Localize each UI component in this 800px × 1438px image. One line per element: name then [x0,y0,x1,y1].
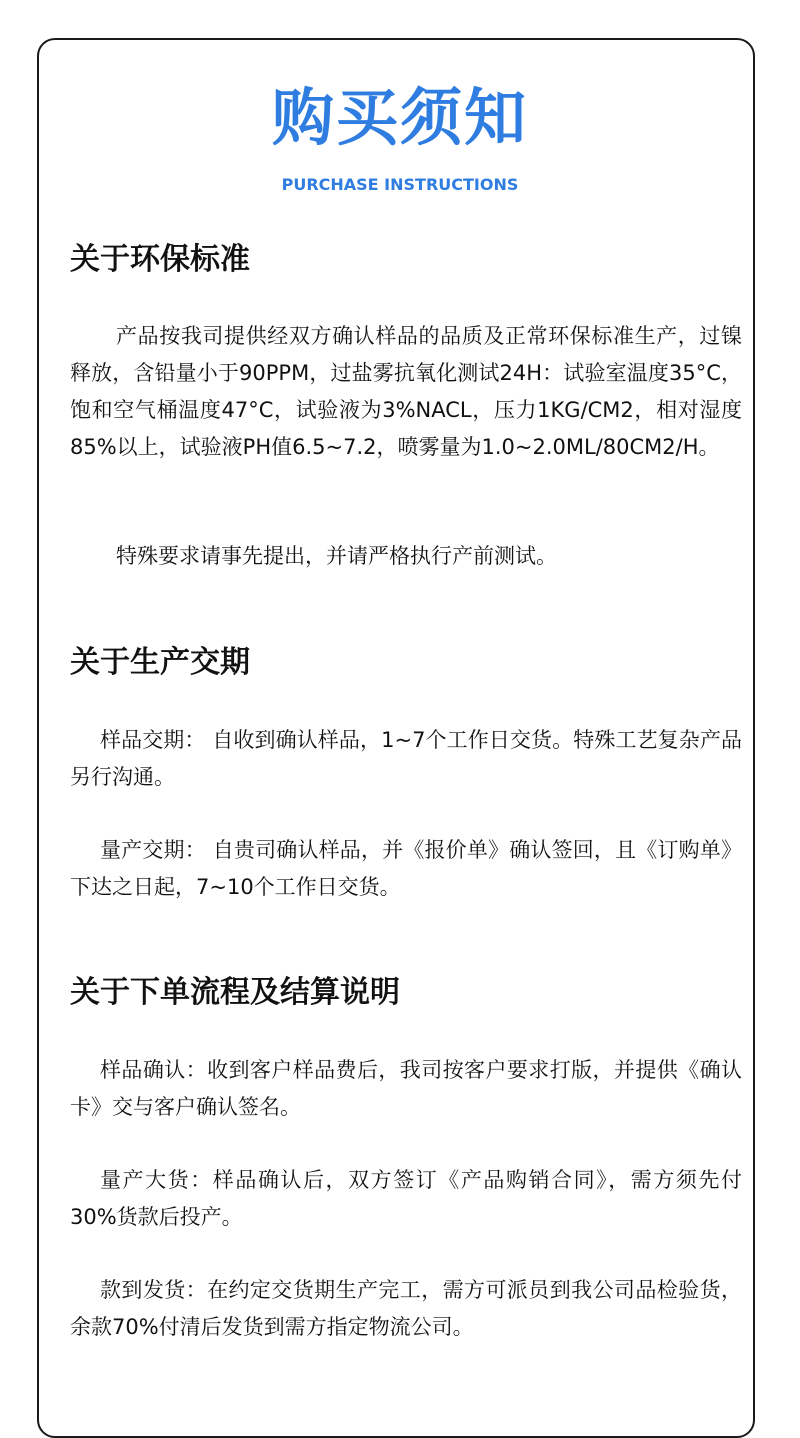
page-subtitle: PURCHASE INSTRUCTIONS [281,175,519,194]
section-heading-order-process: 关于下单流程及结算说明 [70,975,400,1010]
sample-lead-time-paragraph: 样品交期： 自收到确认样品，1~7个工作日交货。特殊工艺复杂产品另行沟通。 [70,728,742,789]
special-requirements-paragraph: 特殊要求请事先提出，并请严格执行产前测试。 [116,544,557,568]
section-heading-environmental: 关于环保标准 [70,242,250,277]
section-heading-lead-time: 关于生产交期 [70,645,250,680]
mass-production-paragraph: 量产大货：样品确认后，双方签订《产品购销合同》，需方须先付30%货款后投产。 [70,1168,742,1229]
sample-confirmation-paragraph: 样品确认：收到客户样品费后，我司按客户要求打版，并提供《确认卡》交与客户确认签名。 [70,1058,742,1119]
mass-production-lead-time-paragraph: 量产交期： 自贵司确认样品，并《报价单》确认签回，且《订购单》下达之日起，7~10个工作日交货。 [70,838,742,899]
payment-delivery-paragraph: 款到发货：在约定交货期生产完工，需方可派员到我公司品检验货，余款70%付清后发货到需方指定物流公司。 [70,1278,742,1339]
page-title: 购买须知 [271,81,528,154]
environmental-standard-paragraph: 产品按我司提供经双方确认样品的品质及正常环保标准生产，过镍释放，含铅量小于90PPM，过盐雾抗氧化测试24H：试验室温度35°C，饱和空气桶温度47°C，试验液为3%NACL，压力1KG/CM2，相对湿度85%以上，试验液PH值6.5~7.2，喷雾量为1.0~2.0ML/80CM2/H。 [70,324,742,459]
